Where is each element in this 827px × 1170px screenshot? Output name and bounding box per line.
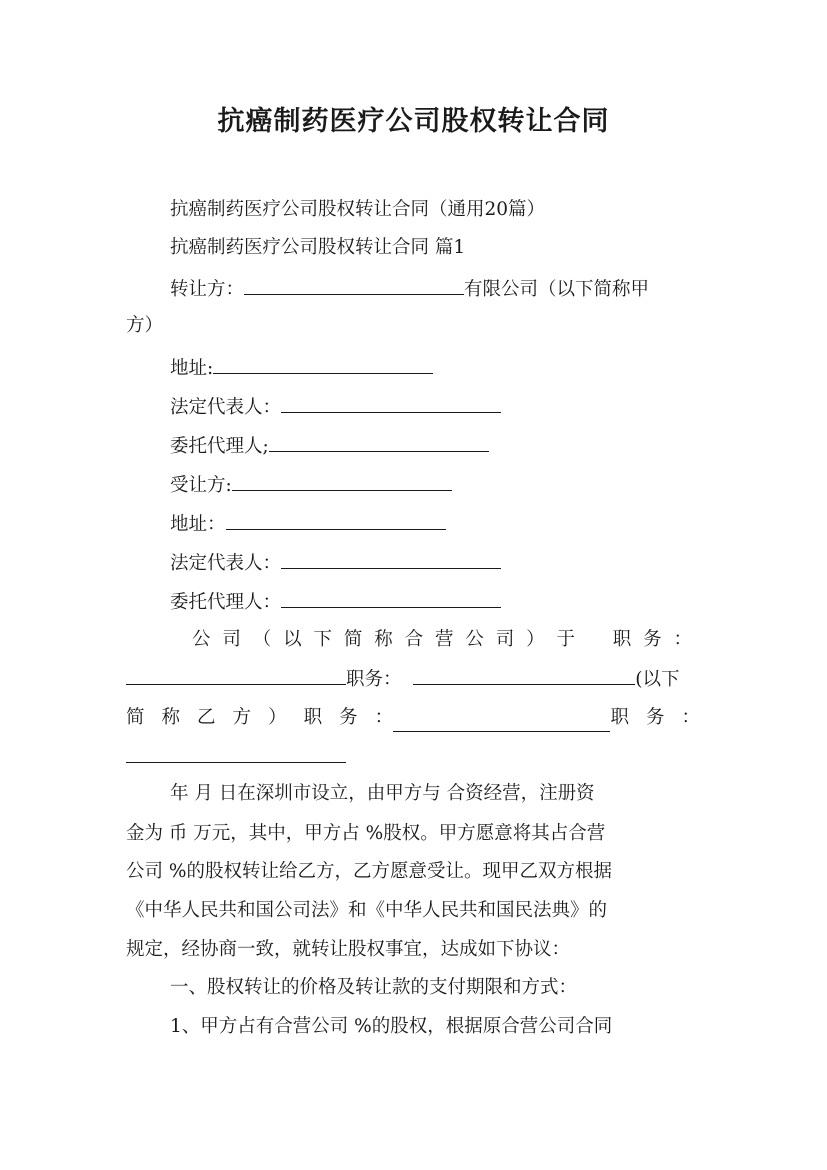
- jv-row-1: [192, 626, 692, 654]
- jv-char: 以: [283, 629, 302, 650]
- transferor-suffix: 有限公司（以下简称甲: [464, 279, 650, 300]
- transferor-blank: [244, 274, 464, 295]
- jv-char: 职: [303, 707, 323, 728]
- jv-row-2: [126, 664, 680, 694]
- document-line: 抗癌制药医疗公司股权转让合同 篇1: [170, 237, 466, 258]
- address-blank: [226, 509, 446, 530]
- transferee-line: [170, 470, 452, 500]
- document-line: 抗癌制药医疗公司股权转让合同（通用20篇）: [170, 199, 546, 220]
- jv-char: 下: [313, 629, 333, 650]
- jv-char: ：: [374, 707, 394, 728]
- transferee-blank: [232, 470, 452, 491]
- jv-char: 务: [643, 629, 662, 650]
- position-blank: [126, 664, 346, 685]
- agent-label: 委托代理人;: [170, 436, 269, 457]
- jv-char: 公: [465, 629, 484, 650]
- jv-char: 务: [339, 707, 358, 728]
- page-title: 抗癌制药医疗公司股权转让合同: [217, 106, 610, 137]
- jv-char: 职: [610, 707, 629, 728]
- jv-char: 司: [222, 629, 241, 650]
- jv-char: 简: [343, 629, 363, 650]
- jv-char: 合: [404, 629, 424, 650]
- section-heading: 一、股权转让的价格及转让款的支付期限和方式：: [170, 977, 578, 998]
- jv-char: 方: [232, 707, 252, 728]
- transferor-label: 转让方：: [170, 279, 245, 300]
- legal-rep-line-1: [170, 392, 501, 422]
- address-label: 地址：: [170, 514, 226, 535]
- jv-row-4: [126, 742, 346, 772]
- jv-char: 职: [612, 629, 632, 650]
- address-label: 地址:: [170, 358, 214, 379]
- jv-char: 务: [645, 707, 665, 728]
- paragraph-line: 年 月 日在深圳市设立，由甲方与 合资经营，注册资: [170, 783, 595, 804]
- jv-char: ：: [673, 629, 692, 650]
- agent-label: 委托代理人：: [170, 592, 282, 613]
- jv-char: 乙: [197, 707, 216, 728]
- legal-rep-label: 法定代表人：: [170, 397, 282, 418]
- address-line-2: [170, 509, 446, 539]
- position-blank: [413, 664, 635, 685]
- legal-rep-blank: [281, 548, 501, 569]
- jv-row-3: [126, 704, 700, 732]
- position-blank: [126, 742, 346, 763]
- transferee-label: 受让方:: [170, 475, 232, 496]
- jv-char: 于: [556, 629, 576, 650]
- jv-char: ：: [681, 707, 700, 728]
- transferor-line: [170, 274, 649, 304]
- jv-char: （: [252, 629, 272, 650]
- legal-rep-blank: [281, 392, 501, 413]
- agent-blank: [281, 587, 501, 608]
- jv-char: 称: [161, 707, 181, 728]
- paragraph-line: 规定，经协商一致，就转让股权事宜，达成如下协议：: [126, 939, 571, 960]
- jv-row-3-b: [610, 704, 700, 732]
- position-blank: [393, 711, 610, 732]
- paragraph-line: 《中华人民共和国公司法》和《中华人民共和国民法典》的: [126, 900, 608, 921]
- paragraph-line: 金为 币 万元，其中，甲方占 %股权。甲方愿意将其占合营: [126, 823, 606, 844]
- address-line-1: [170, 353, 433, 383]
- jv-char: 简: [126, 707, 145, 728]
- agent-line-2: [170, 587, 501, 617]
- position-label: 职务：: [346, 669, 402, 690]
- paragraph-line: 1、甲方占有合营公司 %的股权，根据原合营公司合同: [170, 1016, 613, 1037]
- agent-line-1: [170, 431, 489, 461]
- jv-char: 公: [192, 629, 211, 650]
- address-blank: [213, 353, 433, 374]
- agent-blank: [269, 431, 489, 452]
- legal-rep-line-2: [170, 548, 501, 578]
- jv-char: ）: [526, 629, 545, 650]
- jv-char: ）: [268, 707, 287, 728]
- jv-char: 营: [435, 629, 454, 650]
- transferor-cont: 方）: [126, 315, 164, 336]
- legal-rep-label: 法定代表人：: [170, 553, 282, 574]
- jv-row-3-a: [126, 704, 393, 732]
- jv-char: 称: [374, 629, 393, 650]
- jv-gap: [587, 626, 601, 654]
- jv-row-2-tail: (以下: [635, 669, 680, 690]
- jv-char: 司: [495, 629, 515, 650]
- paragraph-line: 公司 %的股权转让给乙方，乙方愿意受让。现甲乙双方根据: [126, 861, 612, 882]
